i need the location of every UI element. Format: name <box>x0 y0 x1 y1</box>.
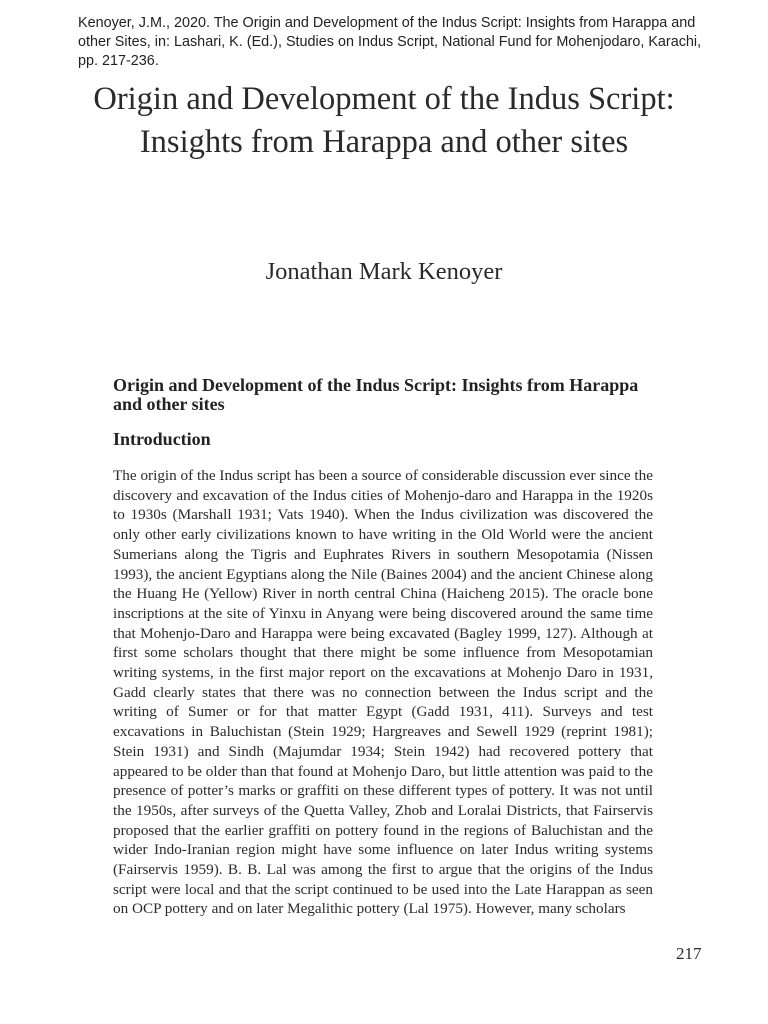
page-number: 217 <box>676 944 702 963</box>
author-name: Jonathan Mark Kenoyer <box>265 258 503 285</box>
section-heading: Origin and Development of the Indus Script: Insights from Harappa and other sites <box>113 375 639 414</box>
introduction-heading: Introduction <box>113 429 211 449</box>
body-paragraph: The origin of the Indus script has been a source of considerable discussion ever since the discovery and excavation of the Indus cities of Mohenjo-daro and Harappa in the 1920s to 1930s (Marshall 1931; Vats 1940). When the Indus civilization was discovered the only other early civilizations known to have writing in the Old World were the ancient Sumerians along the Tigris and Euphrates Rivers in southern Mesopotamia (Nissen 1993), the ancient Egyptians along the Nile (Baines 2004) and the ancient Chinese along the Huang He (Yellow) River in north central China (Haicheng 2015). The oracle bone inscriptions at the site of Yinxu in Anyang were being discovered around the same time that Mohenjo-Daro and Harappa were being excavated (Bagley 1999, 127). Although at first some scholars thought that there might be some influence from Mesopotamian writing systems, in the first major report on the excavations at Mohenjo Daro in 1931, Gadd clearly states that there was no connection between the Indus script and the writing of Sumer or for that matter Egypt (Gadd 1931, 411). Surveys and test excavations in Baluchistan (Stein 1929; Hargreaves and Sewell 1929 (reprint 1981); Stein 1931) and Sindh (Majumdar 1934; Stein 1942) had recovered pottery that appeared to be older than that found at Mohenjo Daro, but little attention was paid to the presence of potter’s marks or graffiti on these different types of pottery. It was not until the 1950s, after surveys of the Quetta Valley, Zhob and Loralai Districts, that Fairservis proposed that the earlier graffiti on pottery found in the regions of Baluchistan and the wider Indo-Iranian region might have some influence on later Indus writing systems (Fairservis 1959). B. B. Lal was among the first to argue that the origins of the Indus script were local and that the script continued to be used into the Late Harappan as seen on OCP pottery and on later Megalithic pottery (Lal 1975). However, many scholars <box>113 467 653 918</box>
page-title: Origin and Development of the Indus Script: Insights from Harappa and other sites <box>93 81 675 160</box>
citation-header: Kenoyer, J.M., 2020. The Origin and Development of the Indus Script: Insights from Harappa and other Sites, in: Lashari, K. (Ed.), Studies on Indus Script, National Fund for Mohenjodaro, Karachi, pp. 217-236. <box>78 15 702 69</box>
